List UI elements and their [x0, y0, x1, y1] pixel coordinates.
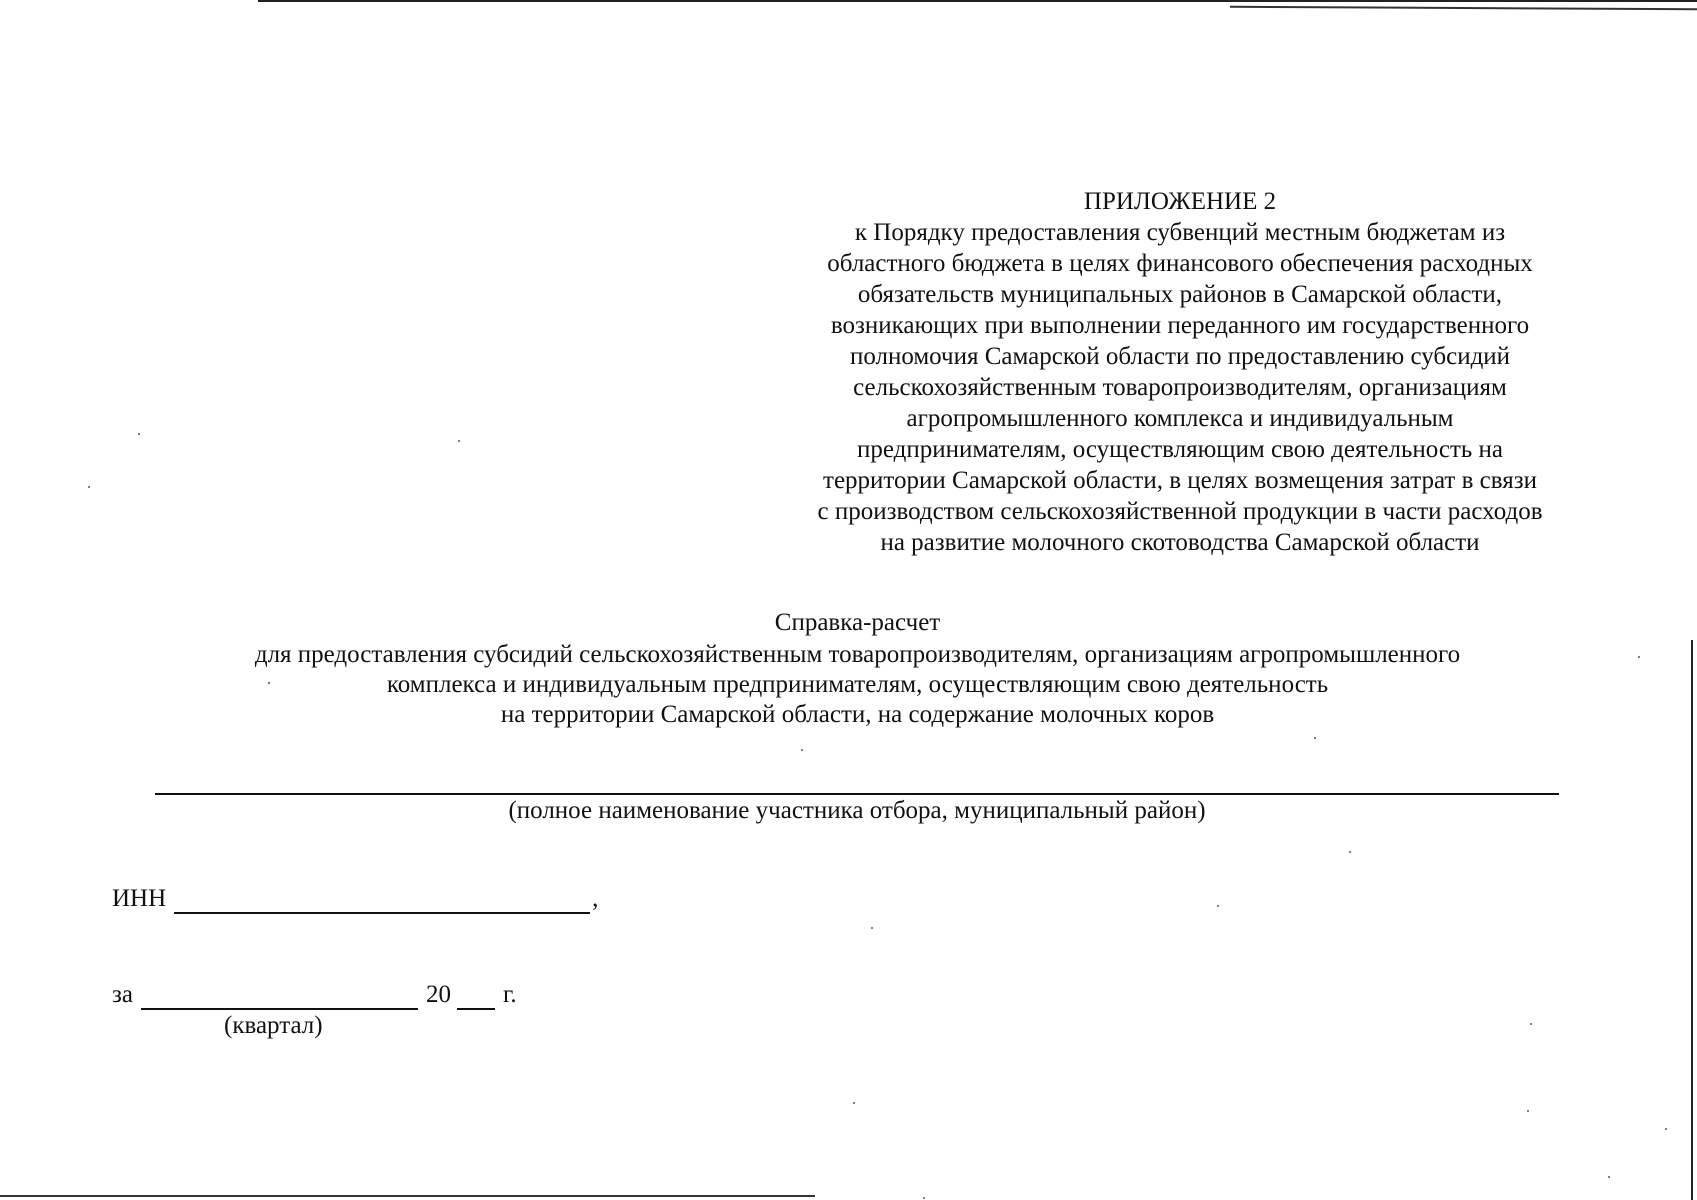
scan-speck — [88, 486, 90, 488]
appendix-text: к Порядку предоставления субвенций местным бюджетам из областного бюджета в целях финансового обеспечения расходных обязательств муниципальных районов в Самарской области, возникающих при выполнении переданного им государственного полномочия Самарской области по предоставлению субсидий сельскохозяйственным товаропроизводителям, организациям агропромышленного комплекса и индивидуальным предпринимателям, осуществляющим свою деятельность на территории Самарской области, в целях возмещения затрат в связи с производством сельскохозяйственной продукции в части расходов на развитие молочного скотоводства Самарской области — [817, 219, 1543, 556]
scan-speck — [871, 927, 873, 929]
scan-speck — [1527, 1110, 1529, 1112]
year-prefix: 20 — [425, 981, 451, 1008]
participant-caption: (полное наименование участника отбора, муниципальный район) — [508, 797, 1206, 824]
quarter-field[interactable] — [141, 982, 418, 1010]
scan-speck — [138, 433, 140, 435]
quarter-caption: (квартал) — [224, 1012, 323, 1039]
scan-speck — [1608, 1176, 1610, 1178]
scan-speck — [458, 440, 460, 442]
scan-edge-top-secondary — [1230, 6, 1697, 10]
inn-row — [112, 884, 598, 914]
year-field[interactable] — [457, 982, 495, 1010]
document-title-block — [100, 608, 1615, 730]
scan-speck — [1349, 851, 1351, 853]
scan-edge-bottom — [0, 1195, 815, 1197]
scan-speck — [268, 682, 270, 684]
scan-speck — [853, 1102, 855, 1104]
participant-name-field[interactable] — [155, 793, 1559, 795]
period-prefix: за — [112, 981, 133, 1008]
appendix-heading: ПРИЛОЖЕНИЕ 2 — [1083, 188, 1277, 215]
inn-label: ИНН — [112, 885, 167, 912]
scan-speck — [1530, 1023, 1532, 1025]
year-suffix: г. — [502, 981, 517, 1008]
period-row — [112, 980, 517, 1010]
scan-edge-top — [258, 0, 1697, 2]
scan-edge-right — [1691, 640, 1693, 1200]
scan-speck — [1665, 1128, 1667, 1130]
inn-field[interactable] — [174, 886, 590, 914]
scan-speck — [1638, 656, 1640, 658]
scan-speck — [923, 1197, 925, 1199]
document-title: Справка-расчет — [774, 609, 941, 636]
scan-speck — [1217, 905, 1219, 907]
inn-suffix: , — [592, 885, 599, 912]
document-subtitle: для предоставления субсидий сельскохозяйственным товаропроизводителям, организациям агропромышленного комплекса и индивидуальным предпринимателям, осуществляющим свою деятельность на территории Самарской области, на содержание молочных коров — [254, 641, 1461, 728]
scan-speck — [801, 749, 803, 751]
appendix-block — [770, 186, 1590, 558]
scan-speck — [1314, 737, 1316, 739]
